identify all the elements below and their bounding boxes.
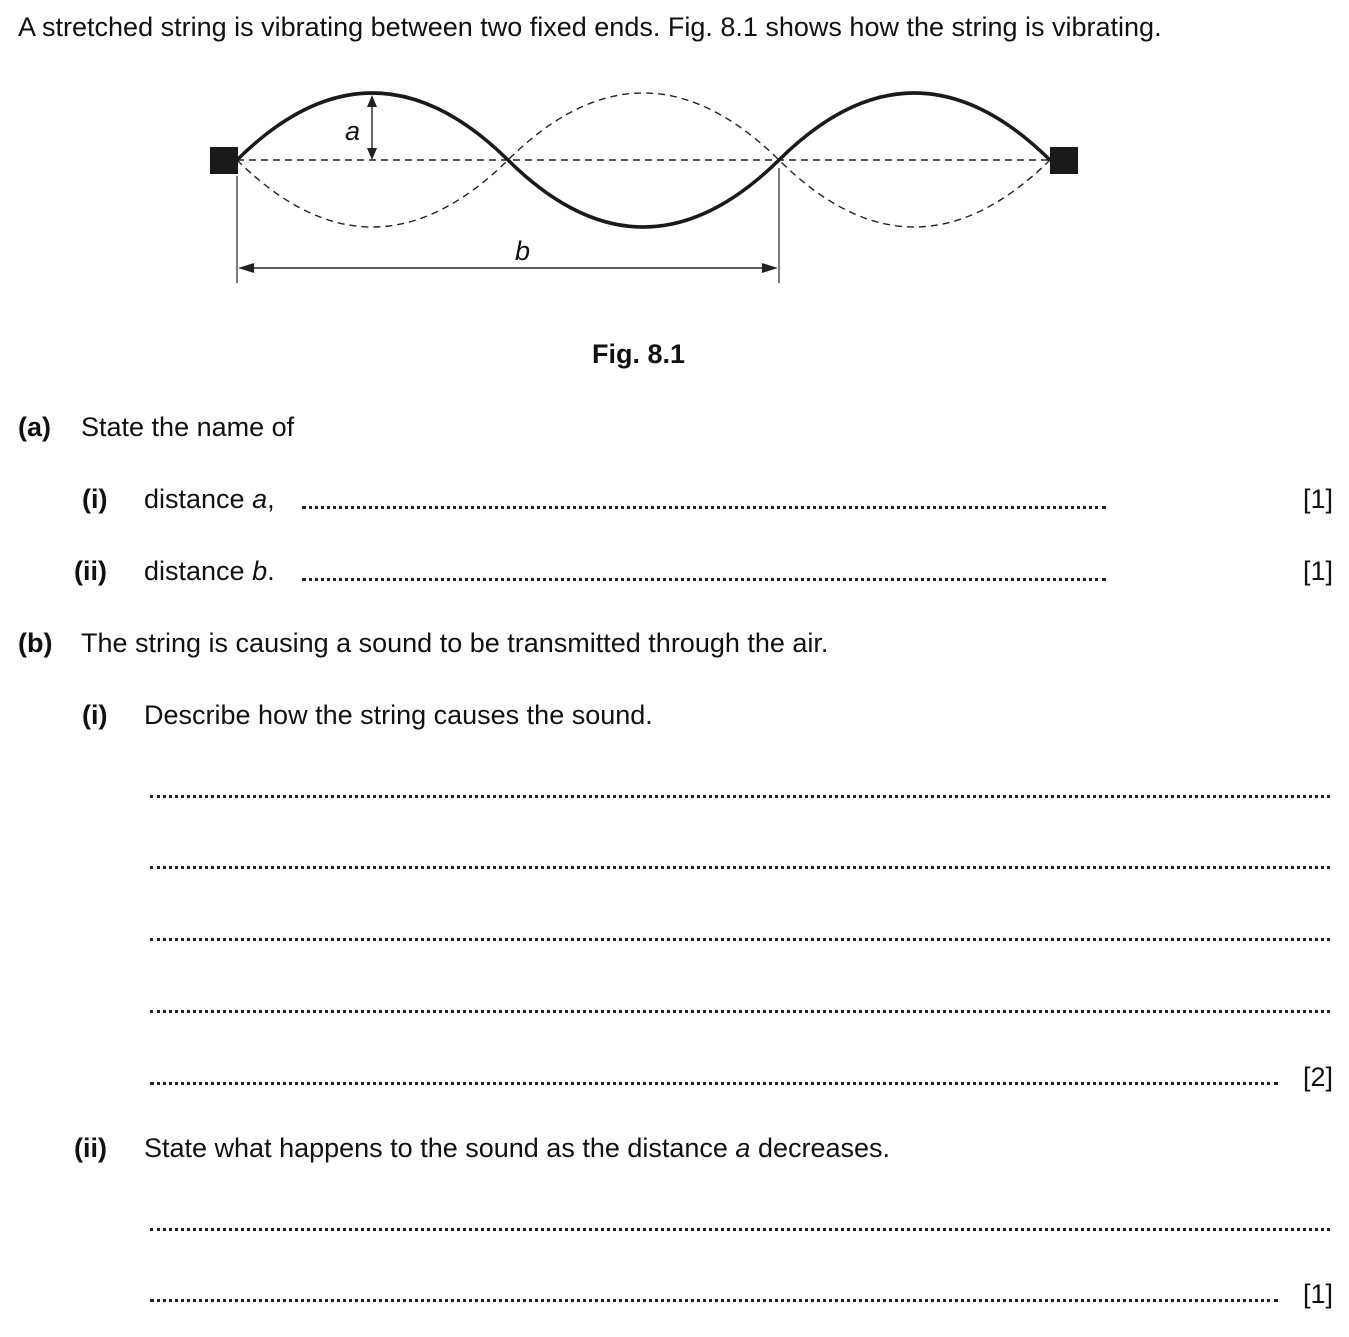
label-a: a	[345, 116, 361, 146]
label-b: b	[515, 236, 531, 266]
part-a-ii-mark: [1]	[1302, 556, 1333, 586]
part-a-i-question	[144, 486, 275, 513]
left-fixed-end	[210, 147, 238, 174]
part-a-i-label: (i)	[82, 484, 108, 514]
answer-line-b-i-5[interactable]	[150, 1082, 1278, 1085]
part-a-stem: State the name of	[81, 412, 295, 442]
part-a-ii-question	[144, 558, 275, 585]
wavelength-arrow-head-left	[238, 263, 254, 273]
wavelength-arrow-head-right	[762, 263, 778, 273]
amplitude-arrow-head-bottom	[367, 148, 377, 160]
answer-line-b-ii-1[interactable]	[150, 1228, 1330, 1231]
answer-line-b-i-2[interactable]	[150, 866, 1330, 869]
answer-line-a-ii[interactable]	[302, 578, 1106, 581]
figure-caption: Fig. 8.1	[592, 339, 686, 369]
part-b-i-label: (i)	[82, 700, 108, 730]
answer-line-a-i[interactable]	[302, 506, 1106, 509]
part-a-i-var: a	[252, 484, 268, 514]
part-b-label: (b)	[18, 628, 53, 658]
part-a-ii-var: b	[252, 556, 268, 586]
part-a-i-text-after: ,	[267, 484, 275, 514]
answer-line-b-i-1[interactable]	[150, 795, 1330, 798]
part-a-ii-text-before: distance	[144, 556, 253, 586]
part-b-ii-question	[144, 1135, 890, 1162]
amplitude-arrow-head-top	[367, 95, 377, 107]
part-b-i-text: Describe how the string causes the sound.	[144, 700, 653, 730]
part-b-i-mark: [2]	[1302, 1062, 1333, 1092]
part-a-ii-label: (ii)	[74, 556, 107, 586]
part-b-ii-text-after: decreases.	[750, 1133, 891, 1163]
part-a-ii-text-after: .	[267, 556, 275, 586]
part-b-ii-label: (ii)	[74, 1133, 107, 1163]
part-b-stem: The string is causing a sound to be transmitted through the air.	[81, 628, 829, 658]
answer-line-b-ii-2[interactable]	[150, 1299, 1278, 1302]
part-b-ii-text-before: State what happens to the sound as the distance	[144, 1133, 736, 1163]
part-b-ii-var: a	[735, 1133, 751, 1163]
answer-line-b-i-3[interactable]	[150, 938, 1330, 941]
right-fixed-end	[1050, 147, 1078, 174]
answer-line-b-i-4[interactable]	[150, 1010, 1330, 1013]
part-a-i-mark: [1]	[1302, 484, 1333, 514]
part-a-i-text-before: distance	[144, 484, 253, 514]
part-a-label: (a)	[18, 412, 51, 442]
string-vibration-diagram	[0, 0, 1349, 300]
part-b-ii-mark: [1]	[1302, 1279, 1333, 1309]
intro-text: A stretched string is vibrating between two fixed ends. Fig. 8.1 shows how the string is vibrating.	[18, 12, 1162, 42]
